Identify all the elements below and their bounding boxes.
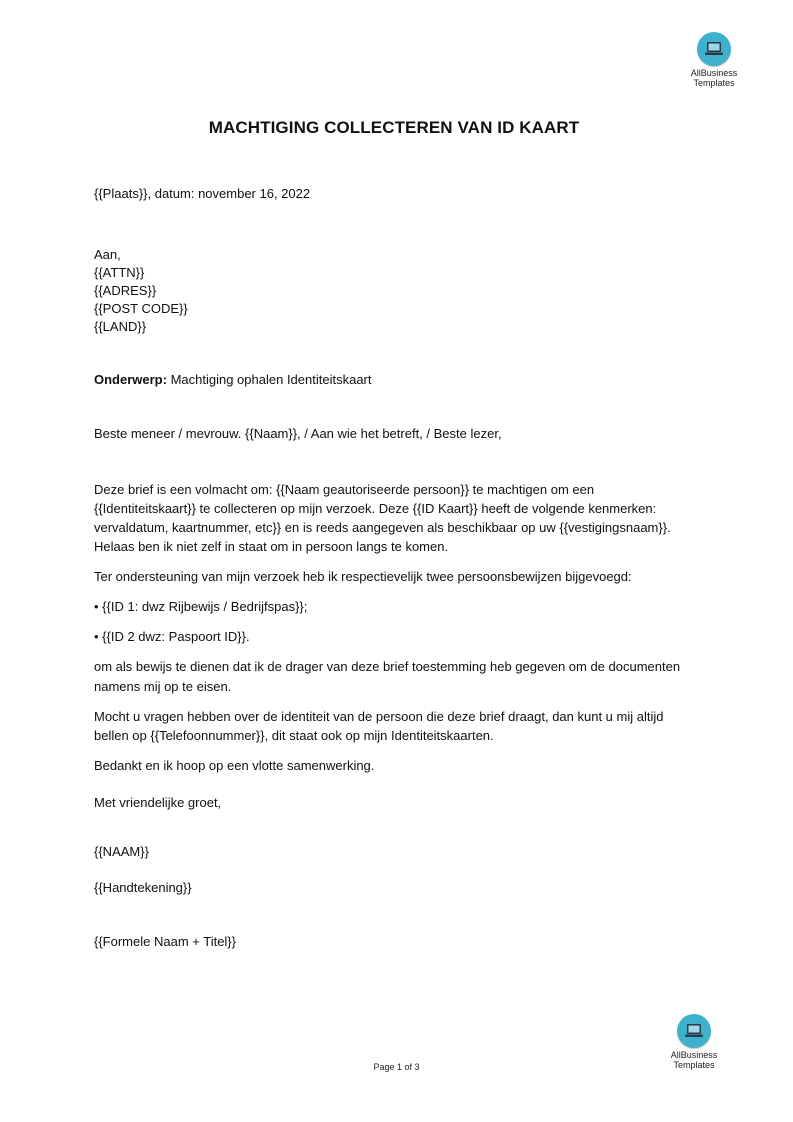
paragraph-line: Ter ondersteuning van mijn verzoek heb ik respectievelijk twee persoonsbewijzen bijgevoegd: bbox=[94, 569, 632, 584]
signature-placeholder: {{Handtekening}} bbox=[94, 880, 192, 895]
logo-line-2: Templates bbox=[673, 1060, 715, 1070]
paragraph-line: vervaldatum, kaartnummer, etc}} en is reeds aangegeven als beschikbaar op uw {{vestigingsnaam}}. bbox=[94, 520, 671, 535]
place-date: {{Plaats}}, datum: november 16, 2022 bbox=[94, 186, 311, 201]
logo-text bbox=[674, 68, 754, 88]
logo-line-1: AllBusiness bbox=[670, 1050, 718, 1060]
address-line: Aan, bbox=[94, 247, 121, 262]
address-line: {{ATTN}} bbox=[94, 265, 145, 280]
address-line: {{LAND}} bbox=[94, 319, 147, 334]
subject-line bbox=[94, 371, 371, 389]
paragraph-line: {{Identiteitskaart}} te collecteren op mijn verzoek. Deze {{ID Kaart}} heeft de volgende kenmerken: bbox=[94, 501, 657, 516]
formal-name-placeholder: {{Formele Naam + Titel}} bbox=[94, 934, 236, 949]
paragraph-line: Deze brief is een volmacht om: {{Naam geautoriseerde persoon}} te machtigen om een bbox=[94, 482, 595, 497]
paragraph-line: namens mij op te eisen. bbox=[94, 679, 232, 694]
allbusiness-logo-top bbox=[674, 32, 754, 88]
paragraph-line: Helaas ben ik niet zelf in staat om in persoon langs te komen. bbox=[94, 539, 449, 554]
laptop-icon bbox=[697, 32, 731, 66]
address-line: {{ADRES}} bbox=[94, 283, 157, 298]
closing: Met vriendelijke groet, bbox=[94, 795, 222, 810]
name-placeholder: {{NAAM}} bbox=[94, 844, 149, 859]
bullet-item: • {{ID 1: dwz Rijbewijs / Bedrijfspas}}; bbox=[94, 599, 308, 614]
page-number: Page 1 of 3 bbox=[373, 1062, 420, 1072]
subject-text: Machtiging ophalen Identiteitskaart bbox=[166, 372, 372, 387]
address-line: {{POST CODE}} bbox=[94, 301, 188, 316]
logo-line-1: AllBusiness bbox=[690, 68, 738, 78]
paragraph-line: bellen op {{Telefoonnummer}}, dit staat ook op mijn Identiteitskaarten. bbox=[94, 728, 494, 743]
document-title: MACHTIGING COLLECTEREN VAN ID KAART bbox=[208, 118, 580, 137]
salutation: Beste meneer / mevrouw. {{Naam}}, / Aan wie het betreft, / Beste lezer, bbox=[94, 426, 502, 441]
bullet-item: • {{ID 2 dwz: Paspoort ID}}. bbox=[94, 629, 250, 644]
paragraph-line: om als bewijs te dienen dat ik de drager van deze brief toestemming heb gegeven om de documenten bbox=[94, 659, 681, 674]
logo-line-2: Templates bbox=[693, 78, 735, 88]
laptop-icon bbox=[677, 1014, 711, 1048]
subject-label: Onderwerp: bbox=[94, 372, 167, 387]
paragraph-line: Bedankt en ik hoop op een vlotte samenwerking. bbox=[94, 758, 375, 773]
paragraph-line: Mocht u vragen hebben over de identiteit van de persoon die deze brief draagt, dan kunt u mij altijd bbox=[94, 709, 664, 724]
